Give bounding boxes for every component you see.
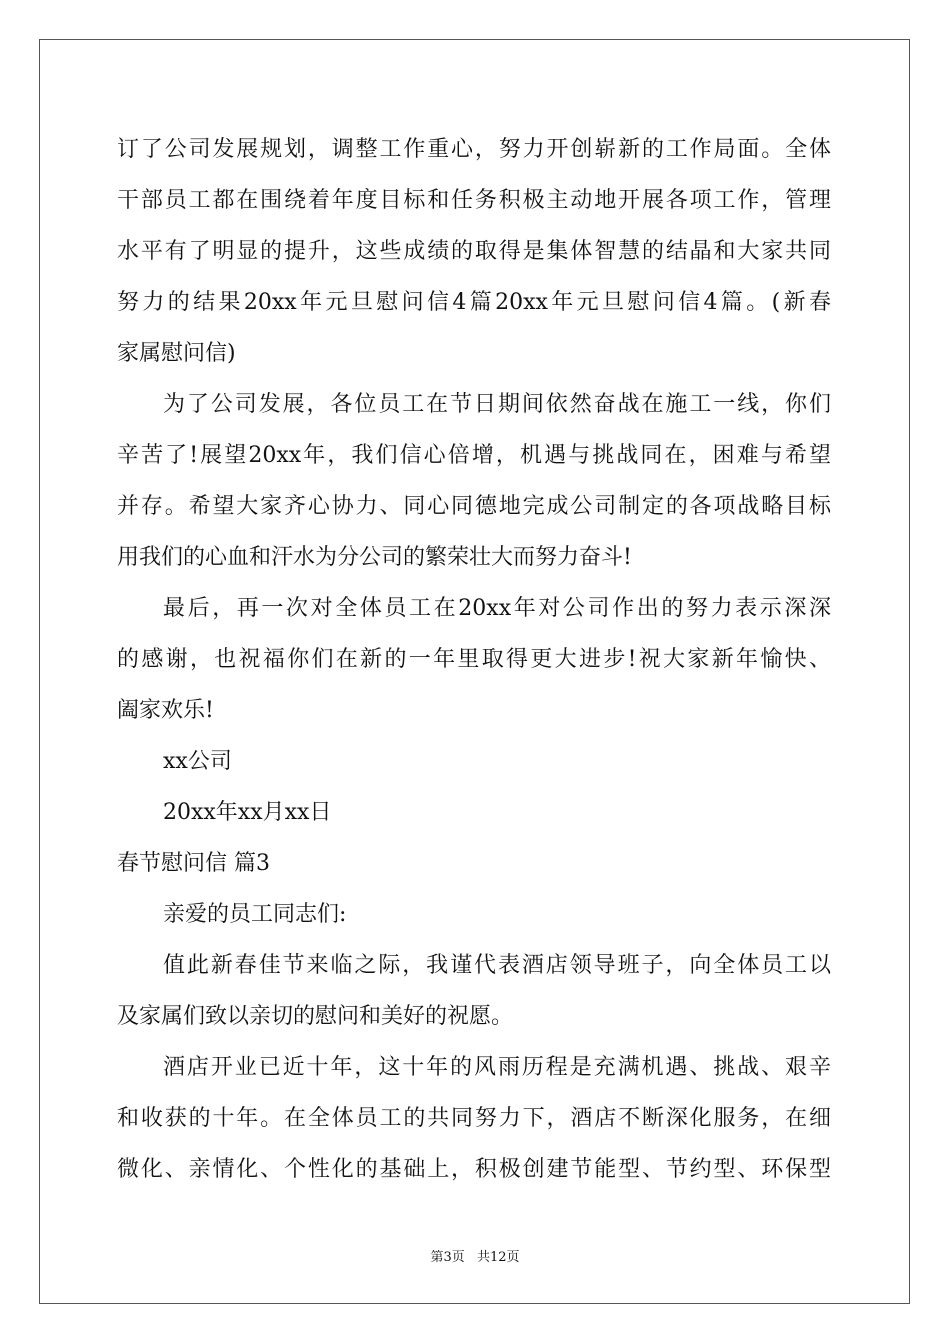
text-line: 努力的结果20xx年元旦慰问信4篇20xx年元旦慰问信4篇。(新春 (117, 290, 831, 315)
text-line: 和收获的十年。在全体员工的共同努力下，酒店不断深化服务，在细 (117, 1106, 831, 1131)
signature-company: xx公司 (163, 749, 232, 774)
text-line: 订了公司发展规划，调整工作重心，努力开创崭新的工作局面。全体 (117, 137, 831, 162)
text-line: 微化、亲情化、个性化的基础上，积极创建节能型、节约型、环保型 (117, 1157, 831, 1182)
text-line: 值此新春佳节来临之际，我谨代表酒店领导班子，向全体员工以 (163, 953, 831, 978)
page-number: 第3页 (430, 1250, 465, 1265)
text-line: 阖家欢乐! (117, 698, 214, 723)
text-line: 辛苦了!展望20xx年，我们信心倍增，机遇与挑战同在，困难与希望 (117, 443, 831, 468)
document-body (117, 124, 831, 1195)
text-line: 家属慰问信) (117, 341, 236, 366)
text-line: 及家属们致以亲切的慰问和美好的祝愿。 (117, 1004, 514, 1029)
text-line: 用我们的心血和汗水为分公司的繁荣壮大而努力奋斗! (117, 545, 632, 570)
page-footer (0, 1246, 950, 1265)
section-heading: 春节慰问信 篇3 (117, 851, 270, 876)
text-line: 水平有了明显的提升，这些成绩的取得是集体智慧的结晶和大家共同 (117, 239, 831, 264)
text-line: 为了公司发展，各位员工在节日期间依然奋战在施工一线，你们 (163, 392, 831, 417)
salutation: 亲爱的员工同志们: (163, 902, 347, 927)
signature-date: 20xx年xx月xx日 (163, 800, 332, 825)
page-total: 共12页 (476, 1250, 520, 1265)
text-line: 酒店开业已近十年，这十年的风雨历程是充满机遇、挑战、艰辛 (163, 1055, 831, 1080)
text-line: 干部员工都在围绕着年度目标和任务积极主动地开展各项工作，管理 (117, 188, 831, 213)
text-line: 的感谢，也祝福你们在新的一年里取得更大进步!祝大家新年愉快、 (117, 647, 831, 672)
text-line: 最后，再一次对全体员工在20xx年对公司作出的努力表示深深 (163, 596, 831, 621)
text-line: 并存。希望大家齐心协力、同心同德地完成公司制定的各项战略目标 (117, 494, 831, 519)
